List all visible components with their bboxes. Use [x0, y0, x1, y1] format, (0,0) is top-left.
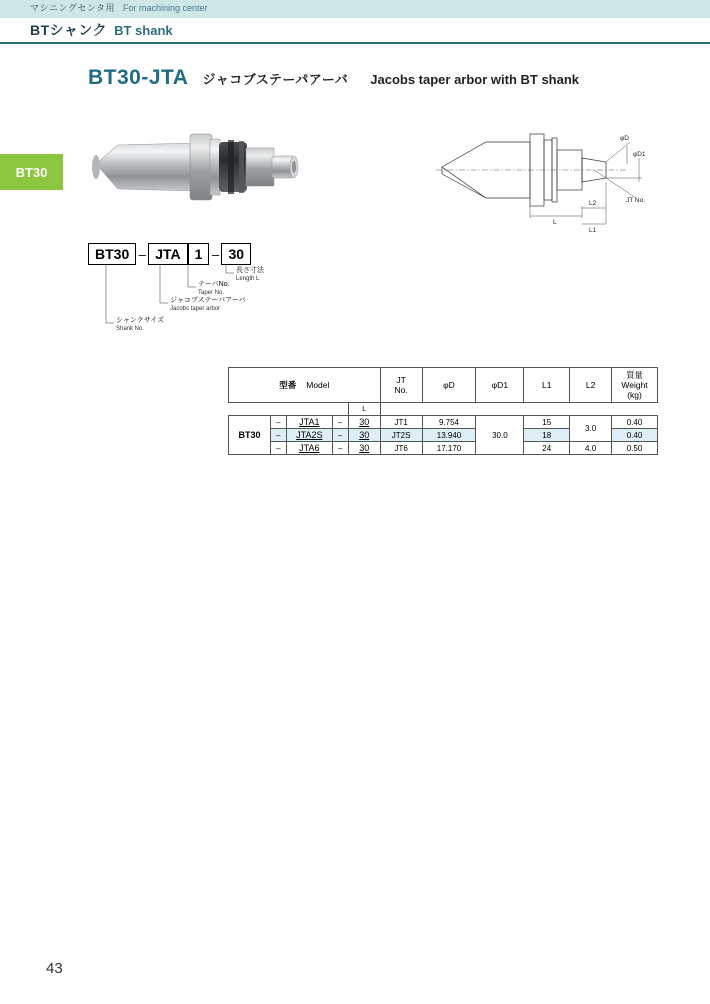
cell-L1: 24	[524, 442, 570, 455]
shank-size-tab	[0, 154, 63, 190]
header-section-en: BT shank	[114, 23, 173, 38]
technical-drawing	[430, 112, 660, 242]
cell-L2: 4.0	[570, 442, 612, 455]
cell-phiD: 17.170	[422, 442, 476, 455]
spec-table	[228, 367, 658, 455]
shank-size-tab-label: BT30	[15, 164, 48, 180]
code-box-length: 30	[221, 243, 251, 265]
spec-table-body	[229, 416, 658, 455]
page-title-en: Jacobs taper arbor with BT shank	[370, 72, 580, 87]
spec-table-container	[228, 367, 658, 455]
cell-length: 30	[348, 442, 380, 455]
drawing-label-L1: L1	[589, 227, 597, 234]
cell-jt-no: JT2S	[380, 429, 422, 442]
code-box-taper-no: 1	[188, 243, 210, 265]
page-title-code: BT30-JTA	[88, 66, 189, 89]
callout-length: 長さ寸法 Length L	[236, 267, 264, 282]
drawing-label-jt-no: JT No.	[626, 197, 646, 204]
technical-drawing-svg	[430, 112, 660, 242]
cell-model: JTA1	[286, 416, 332, 429]
cell-phiD: 9.754	[422, 416, 476, 429]
header-section-jp: BTシャンク	[30, 22, 108, 38]
th-L2: L2	[570, 368, 612, 403]
page-title	[88, 66, 579, 90]
cell-model: JTA6	[286, 442, 332, 455]
callout-shank-no: シャンクサイズ Shank No.	[116, 317, 165, 332]
drawing-label-L2: L2	[589, 200, 597, 207]
header-category-en: For machining center	[122, 2, 208, 13]
drawing-label-phiD1: φD1	[633, 151, 646, 158]
th-model: 型番 Model	[229, 368, 381, 403]
page-title-jp: ジャコブステーパアーバ	[202, 72, 349, 87]
cell-weight: 0.40	[612, 416, 658, 429]
cell-phiD: 13.940	[422, 429, 476, 442]
code-dash-2: –	[211, 246, 220, 262]
cell-L2: 3.0	[570, 416, 612, 442]
code-box-arbor: JTA	[148, 243, 187, 265]
cell-dash-2: –	[332, 429, 348, 442]
drawing-label-L: L	[553, 219, 557, 226]
th-L1: L1	[524, 368, 570, 403]
cell-L1: 15	[524, 416, 570, 429]
th-jt-no: JT No.	[380, 368, 422, 403]
cell-model: JTA2S	[286, 429, 332, 442]
cell-dash-1: –	[270, 416, 286, 429]
header-category-band	[0, 0, 710, 18]
product-photo-svg	[78, 112, 328, 222]
header-category-inner	[30, 1, 208, 14]
cell-dash-2: –	[332, 442, 348, 455]
cell-length: 30	[348, 429, 380, 442]
cell-dash-1: –	[270, 429, 286, 442]
th-weight: 質量 Weight (kg)	[612, 368, 658, 403]
model-code-breakdown	[88, 243, 251, 265]
cell-weight: 0.50	[612, 442, 658, 455]
cell-dash-1: –	[270, 442, 286, 455]
cell-shank-group: BT30	[229, 416, 271, 455]
table-row	[229, 416, 658, 429]
drawing-label-phiD: φD	[620, 135, 629, 142]
cell-L1: 18	[524, 429, 570, 442]
model-code-callouts	[88, 265, 348, 337]
header-section-bar	[0, 18, 710, 44]
cell-dash-2: –	[332, 416, 348, 429]
cell-jt-no: JT1	[380, 416, 422, 429]
cell-phiD1: 30.0	[476, 416, 524, 455]
table-row	[229, 442, 658, 455]
header-category-jp: マシニングセンタ用	[30, 3, 115, 13]
code-dash-1: –	[138, 246, 146, 262]
th-length-mark: L	[348, 403, 380, 416]
cell-jt-no: JT6	[380, 442, 422, 455]
th-phiD: φD	[422, 368, 476, 403]
callout-arbor: ジャコブステーパアーバ Jacobs taper arbor	[170, 297, 246, 312]
cell-weight: 0.40	[612, 429, 658, 442]
page-number: 43	[46, 960, 63, 977]
code-box-shank: BT30	[88, 243, 136, 265]
cell-length: 30	[348, 416, 380, 429]
th-phiD1: φD1	[476, 368, 524, 403]
callout-taper-no: テーパNo. Taper No.	[198, 281, 230, 296]
product-photo	[78, 112, 328, 222]
header-section-inner	[30, 20, 173, 40]
